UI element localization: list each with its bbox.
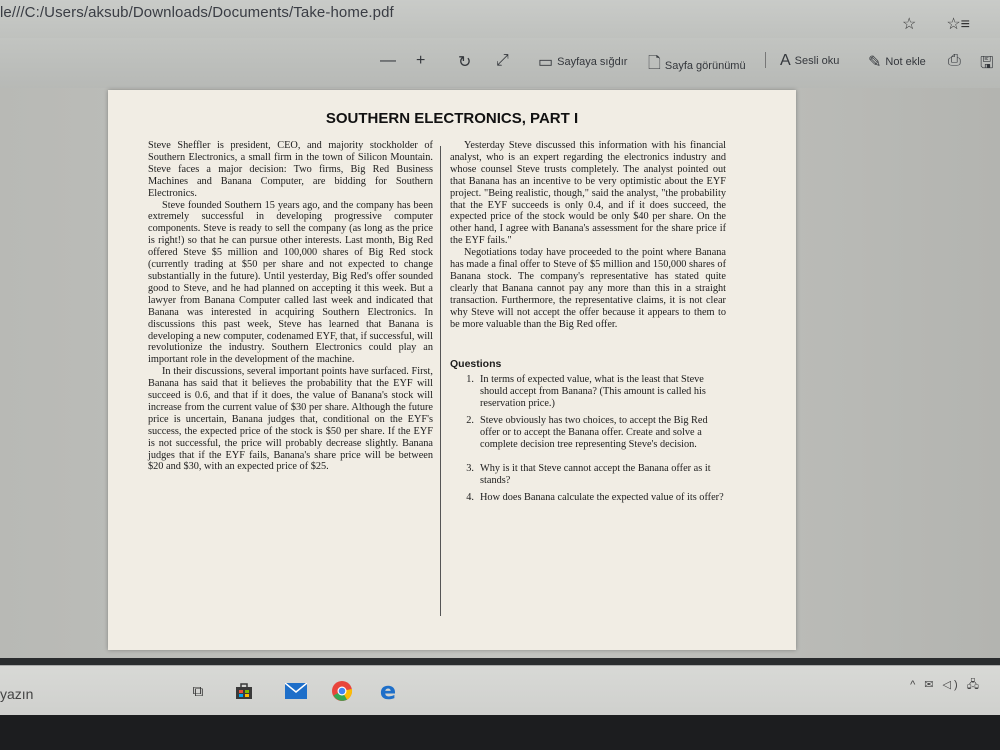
pdf-page: [108, 90, 796, 650]
question-item: 1. In terms of expected value, what is the least that Steve should accept from Banana? (This amount is called his reservation price.): [466, 374, 706, 410]
rotate-icon: ↻: [458, 54, 472, 71]
mail-icon[interactable]: [284, 680, 308, 702]
page-view-button[interactable]: 🗋 Sayfa görünümü: [648, 52, 746, 79]
favorites-icon[interactable]: ☆≡: [946, 16, 970, 33]
left-column: [148, 140, 433, 473]
pdf-toolbar: [0, 38, 1000, 89]
question-item: 4. How does Banana calculate the expected value of its offer?: [466, 491, 724, 503]
address-bar-icons: [902, 14, 970, 34]
paragraph: Negotiations today have proceeded to the point where Banana has made a final offer to Steve of $5 million and 150,000 shares of Banana stock. The company's representative has stated quite clearly that Banana cannot pay any more than this in a straight transaction. Furthermore, the representative claims, it is not clear why Steve will not accept the offer because it appears to them to be more valuable than the Big Red offer.: [450, 247, 726, 330]
save-button[interactable]: [980, 52, 994, 79]
questions-heading: Questions: [450, 357, 502, 370]
url-field[interactable]: le///C:/Users/aksub/Downloads/Documents/Take-home.pdf: [0, 4, 394, 21]
right-column: [450, 140, 726, 509]
taskbar-search[interactable]: yazın: [0, 686, 34, 702]
question-item: 3. Why is it that Steve cannot accept the Banana offer as it stands?: [466, 462, 711, 486]
expand-icon: ⤢: [496, 52, 509, 69]
system-tray[interactable]: ^ ✉ ◁) 🖧: [910, 679, 982, 691]
task-view-icon[interactable]: ⧉: [192, 682, 204, 700]
address-bar: [0, 0, 1000, 39]
add-notes-button[interactable]: ✎ Not ekle: [868, 54, 926, 71]
fit-page-button[interactable]: ▭ Sayfaya sığdır: [538, 54, 628, 71]
chrome-icon[interactable]: [330, 680, 354, 702]
paragraph: Yesterday Steve discussed this information with his financial analyst, who is an expert regarding the electronics industry and whose counsel Steve trusts completely. The analyst pointed out that Banana has an incentive to be very optimistic about the EYF project. "Being realistic, though," said the analyst, "the probability that the EYF succeeds is only 0.4, and if it does succeed, the expected price of the stock would be only $40 per share. On the other hand, I agree with Banana's assessment for the share price if the EYF fails.": [450, 140, 726, 247]
taskbar: [0, 665, 1000, 716]
rotate-button[interactable]: [458, 52, 471, 72]
read-aloud-button[interactable]: A Sesli oku: [780, 52, 840, 69]
read-aloud-icon: A: [780, 52, 791, 69]
toolbar-divider: [765, 52, 766, 68]
store-icon[interactable]: [232, 680, 256, 702]
paragraph: Steve founded Southern 15 years ago, and the company has been extremely successful in developing progressive computer components. Steve is ready to sell the company (as long as the price is right!) so that he can pursue other interests. Last month, Big Red offered Steve $5 million and 100,000 shares of Big Red stock (currently trading at $50 per share and not expected to change substantially in the future). Until yesterday, Big Red's offer sounded good to Steve, and he had planned on accepting it this week. But a lawyer from Banana Computer called last week and indicated that Banana was interested in acquiring Southern Electronics. In discussions this past week, Steve has learned that Banana is developing a new computer, codenamed EYF, that, if successful, will revolutionize the industry. Southern Electronics could play an important role in the development of the machine.: [148, 199, 433, 366]
star-icon[interactable]: ☆: [901, 16, 917, 33]
zoom-out-button[interactable]: —: [380, 52, 396, 69]
page-view-icon: 🗋: [648, 55, 661, 72]
print-button[interactable]: [948, 52, 961, 70]
column-divider: [440, 146, 441, 616]
print-icon: ⎙: [948, 52, 961, 69]
paragraph: In their discussions, several important points have surfaced. First, Banana has said that it believes the probability that the EYF will succeed is 0.6, and that if it does, the value of Banana's stock will increase from the current value of $30 per share. Although the future price is uncertain, Banana judges that, conditional on the EYF's success, the expected price of the stock is $50 per share. If the EYF is not successful, the price will probably decrease slightly. Banana judges that if the EYF fails, Banana's share price will be between $20 and $30, with an expected price of $25.: [148, 366, 433, 473]
edge-icon[interactable]: e: [379, 677, 397, 705]
page-title: SOUTHERN ELECTRONICS, PART I: [325, 110, 579, 127]
document-viewport[interactable]: [0, 88, 1000, 658]
question-item: 2. Steve obviously has two choices, to accept the Big Red offer or to accept the Banana offer. Create and solve a complete decision tree representing Steve's decision.: [466, 415, 708, 450]
paragraph: Steve Sheffler is president, CEO, and majority stockholder of Southern Electronics, a small firm in the town of Silicon Mountain. Steve faces a major decision: Two firms, Big Red Business Machines and Banana Computer, are bidding for Southern Electronics.: [148, 140, 433, 199]
monitor-bezel: [0, 715, 1000, 750]
fullscreen-button[interactable]: [496, 52, 509, 70]
pen-icon: ✎: [868, 54, 882, 71]
save-icon: 🖫: [980, 55, 994, 72]
fit-page-icon: ▭: [538, 54, 554, 71]
zoom-in-button[interactable]: +: [416, 52, 426, 69]
